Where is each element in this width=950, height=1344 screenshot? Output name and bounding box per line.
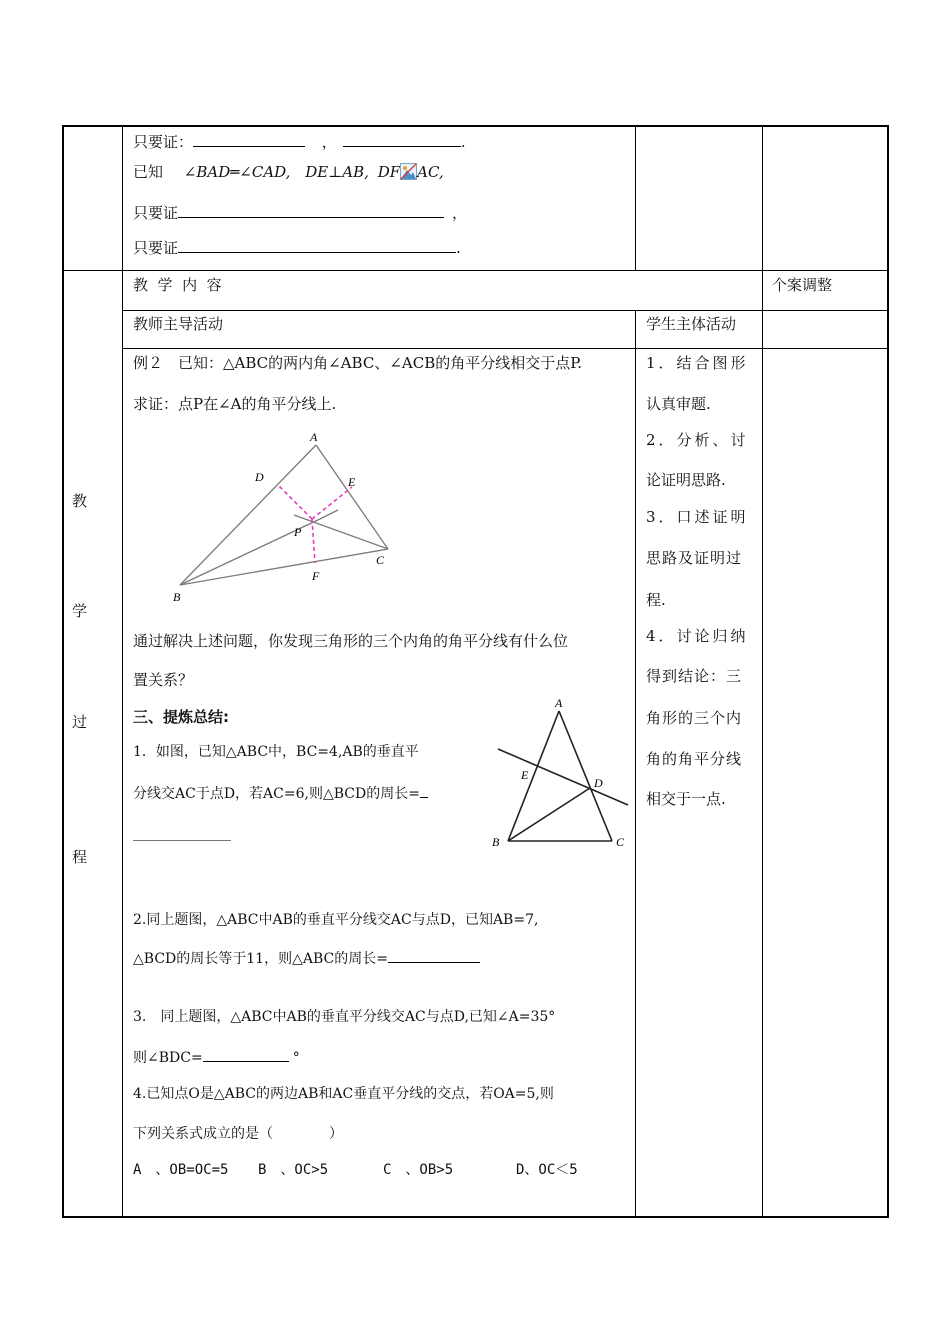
summary-heading: 三、提炼总结: xyxy=(133,708,229,726)
top-line-3: 只要证 ， xyxy=(133,204,468,222)
q1-line-1: 1．如图，已知△ABC中，BC=4,AB的垂直平 xyxy=(133,744,419,760)
fig-label-A: A xyxy=(555,696,563,710)
side-char-1: 教 xyxy=(72,492,88,510)
side-char-4: 程 xyxy=(72,848,88,866)
top-line-4: 只要证 . xyxy=(133,239,461,257)
q1-line-2: 分线交AC于点D，若AC=6,则△BCD的周长= xyxy=(133,785,428,801)
fig-label-E: E xyxy=(521,768,529,782)
label-P: P xyxy=(294,525,302,539)
fig-label-B: B xyxy=(492,835,500,849)
question-line-1: 通过解决上述问题，你发现三角形的三个内角的角平分线有什么位 xyxy=(133,632,569,650)
table-border-right xyxy=(887,125,889,1218)
content-title: 教 学 内 容 xyxy=(133,276,222,294)
col-line-2-bottom xyxy=(635,310,636,1218)
side-char-3: 过 xyxy=(72,713,88,731)
table-border-left xyxy=(62,125,64,1218)
q3-line-1: 3. 同上题图，△ABC中AB的垂直平分线交AC与点D,已知∠A=35° xyxy=(133,1009,556,1025)
fig-label-C: C xyxy=(616,835,625,849)
student-step: 认真审题. xyxy=(646,395,711,413)
q4-option-b[interactable]: B 、OC>5 xyxy=(258,1162,329,1178)
blank[interactable] xyxy=(203,1049,289,1062)
student-step: 思路及证明过 xyxy=(646,549,743,567)
row-line-2 xyxy=(122,310,889,311)
blank[interactable] xyxy=(388,950,480,963)
broken-image-icon xyxy=(400,163,417,180)
label-B: B xyxy=(173,590,181,604)
col-line-2-top xyxy=(635,125,636,271)
student-step: 程. xyxy=(646,591,666,609)
student-step: 2．分析、讨 xyxy=(646,431,749,449)
example-line-2: 求证：点P在∠A的角平分线上. xyxy=(133,395,337,413)
q4-line-1: 4.已知点O是△ABC的两边AB和AC垂直平分线的交点，若OA=5,则 xyxy=(133,1086,554,1102)
student-step: 相交于一点. xyxy=(646,790,726,808)
fig-label-D: D xyxy=(594,776,603,790)
row-line-1 xyxy=(62,270,889,271)
teacher-header: 教师主导活动 xyxy=(133,315,224,333)
student-step: 角的角平分线 xyxy=(646,750,743,768)
student-step: 1．结合图形 xyxy=(646,354,749,372)
blank[interactable] xyxy=(193,132,305,147)
q3-line-2: 则∠BDC= ° xyxy=(133,1050,300,1066)
student-step: 得到结论：三 xyxy=(646,667,743,685)
q4-line-2: 下列关系式成立的是（ ） xyxy=(133,1126,343,1142)
table-border-bottom xyxy=(62,1216,889,1218)
student-header: 学生主体活动 xyxy=(646,315,737,333)
top-line-1: 只要证： ， . xyxy=(133,133,466,151)
student-step: 3．口述证明 xyxy=(646,508,749,526)
q1-answer-blank[interactable] xyxy=(133,840,231,841)
q4-option-a[interactable]: A 、OB=OC=5 xyxy=(133,1162,229,1178)
top-line-2: 已知 ∠BAD═∠CAD, DE⊥AB, DF AC, xyxy=(133,163,444,181)
perpendicular-bisector-figure xyxy=(482,693,634,853)
label-E: E xyxy=(348,475,356,489)
blank[interactable] xyxy=(178,203,444,218)
label-D: D xyxy=(255,470,264,484)
question-line-2: 置关系？ xyxy=(133,671,194,689)
label-F: F xyxy=(312,569,320,583)
label-A: A xyxy=(310,430,318,444)
blank[interactable] xyxy=(178,238,456,253)
col-line-1 xyxy=(122,125,123,1218)
student-step: 论证明思路. xyxy=(646,471,726,489)
col-line-3 xyxy=(762,125,763,1218)
label-C: C xyxy=(376,553,385,567)
q2-line-2: △BCD的周长等于11，则△ABC的周长= xyxy=(133,950,480,966)
q2-line-1: 2.同上题图，△ABC中AB的垂直平分线交AC与点D，已知AB=7, xyxy=(133,912,539,928)
blank[interactable] xyxy=(420,785,428,798)
row-line-3 xyxy=(122,348,889,349)
bisector-figure xyxy=(160,425,410,610)
student-step: 4．讨论归纳 xyxy=(646,627,749,645)
blank[interactable] xyxy=(343,132,461,147)
student-step: 角形的三个内 xyxy=(646,709,743,727)
side-char-2: 学 xyxy=(72,602,88,620)
q4-option-c[interactable]: C 、OB>5 xyxy=(383,1162,454,1178)
example-line-1: 例２ 已知：△ABC的两内角∠ABC、∠ACB的角平分线相交于点P. xyxy=(133,354,583,372)
adjust-header: 个案调整 xyxy=(772,276,833,294)
table-border-top xyxy=(62,125,889,127)
q4-option-d[interactable]: D、OC＜5 xyxy=(516,1162,578,1178)
